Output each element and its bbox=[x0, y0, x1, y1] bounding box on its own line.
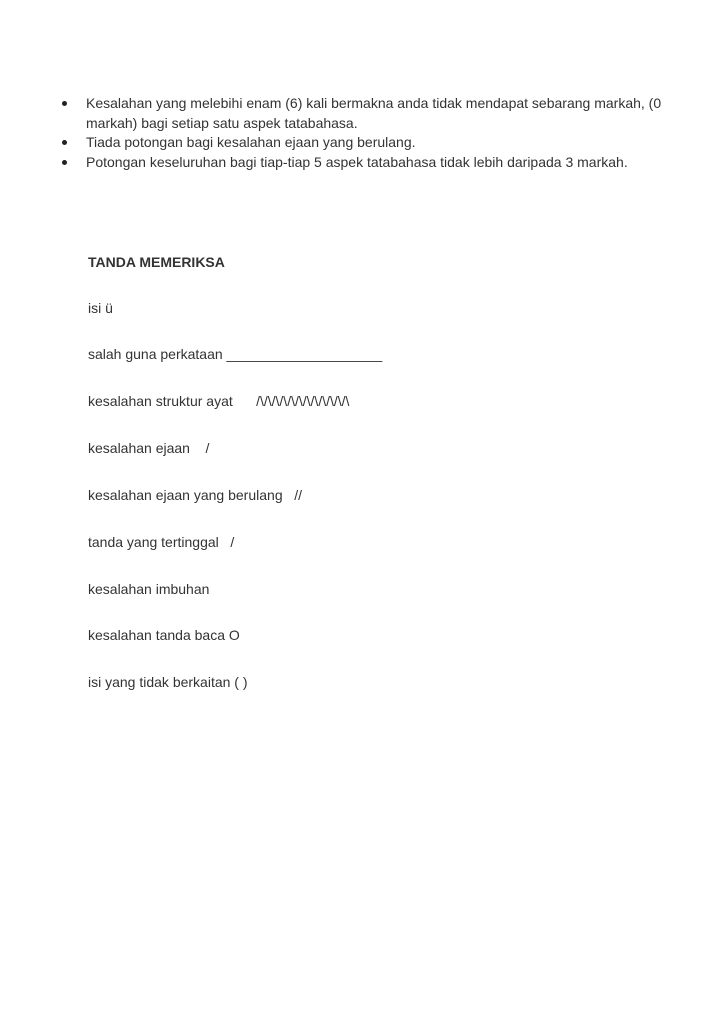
bullet-icon bbox=[62, 140, 67, 145]
section-heading: TANDA MEMERIKSA bbox=[88, 254, 225, 270]
bullet-text: Kesalahan yang melebihi enam (6) kali bermakna anda tidak mendapat sebarang markah, (0 markah) bagi setiap satu aspek tatabahasa. bbox=[86, 95, 662, 131]
bullet-text: Tiada potongan bagi kesalahan ejaan yang berulang. bbox=[86, 134, 416, 150]
legend-item: kesalahan struktur ayat /\/\/\/\/\/\/\/\/\/\/\/\ bbox=[88, 393, 350, 409]
bullet-item bbox=[60, 153, 680, 173]
bullet-text: Potongan keseluruhan bagi tiap-tiap 5 aspek tatabahasa tidak lebih daripada 3 markah. bbox=[86, 153, 628, 170]
bullet-icon bbox=[62, 101, 67, 106]
legend-item: tanda yang tertinggal / bbox=[88, 534, 235, 550]
legend-item: isi ü bbox=[88, 300, 113, 316]
legend-item: kesalahan ejaan / bbox=[88, 440, 210, 456]
legend-item: kesalahan tanda baca O bbox=[88, 627, 240, 643]
bullet-item bbox=[60, 133, 680, 153]
legend-item: kesalahan imbuhan bbox=[88, 581, 210, 597]
bullet-icon bbox=[62, 160, 67, 165]
legend-item: isi yang tidak berkaitan ( ) bbox=[88, 674, 248, 690]
marking-legend bbox=[88, 252, 688, 690]
legend-item: kesalahan ejaan yang berulang // bbox=[88, 487, 303, 503]
bullet-list bbox=[60, 94, 680, 172]
legend-item: salah guna perkataan ____________________ bbox=[88, 346, 383, 362]
bullet-item bbox=[60, 94, 680, 133]
